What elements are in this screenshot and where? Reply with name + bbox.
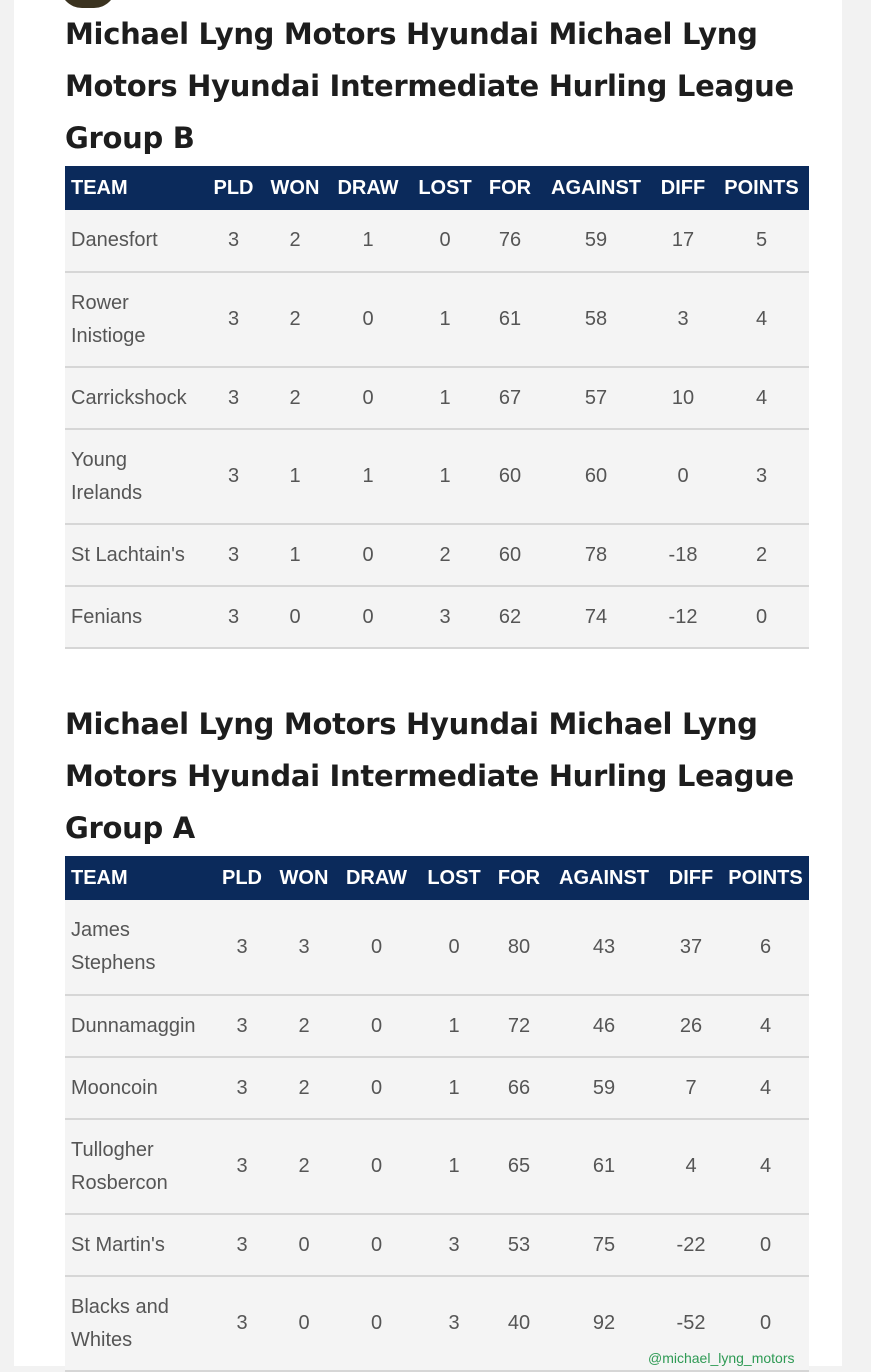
stat-cell: 3: [236, 935, 248, 958]
group-b-section: [65, 8, 809, 649]
table-row: [65, 367, 809, 429]
table-row: [65, 272, 809, 367]
column-header: AGAINST: [551, 176, 641, 199]
column-header: POINTS: [728, 866, 803, 889]
stat-cell: 3: [227, 465, 240, 487]
stat-cell: 3: [227, 308, 240, 330]
stat-cell: 0: [370, 1014, 383, 1037]
team-name: [65, 1214, 211, 1276]
stat-cell: 2: [755, 543, 768, 566]
standings-table-group-a: [65, 856, 809, 1372]
stat-cell: 53: [507, 1233, 531, 1256]
stat-cell: 6: [759, 935, 772, 958]
table-row: [65, 586, 809, 648]
table-row: [65, 524, 809, 586]
stat-cell: 61: [498, 308, 522, 330]
stat-cell: 0: [362, 308, 374, 330]
stat-cell: 1: [448, 1014, 460, 1037]
stat-cell: 0: [370, 1155, 383, 1177]
team-name: [65, 1276, 211, 1371]
logo-icon: [60, 0, 116, 8]
team-name-line: Stephens: [71, 952, 156, 974]
stat-cell: 1: [439, 465, 451, 487]
watermark: @michael_lyng_motors: [648, 1350, 795, 1366]
stat-cell: 60: [498, 543, 522, 566]
stat-cell: -22: [676, 1233, 706, 1256]
team-name: [65, 429, 203, 524]
stat-cell: -18: [668, 543, 698, 566]
stat-cell: 3: [677, 308, 689, 330]
stat-cell: 4: [755, 308, 768, 330]
team-name-line: Fenians: [71, 605, 143, 628]
stat-cell: 0: [370, 1312, 383, 1334]
team-name: [65, 995, 211, 1057]
stat-cell: 5: [755, 229, 768, 251]
team-name: [65, 272, 203, 367]
stat-cell: 43: [592, 935, 616, 958]
stat-cell: 2: [439, 543, 451, 566]
stat-cell: 2: [298, 1014, 310, 1037]
stat-cell: 17: [671, 229, 695, 251]
stat-cell: 4: [759, 1076, 772, 1099]
team-name-line: St Lachtain's: [71, 543, 185, 566]
stat-cell: 0: [370, 1076, 383, 1099]
stat-cell: 1: [362, 465, 374, 487]
stat-cell: -52: [676, 1312, 706, 1334]
column-header: WON: [270, 176, 320, 199]
team-name-line: Tullogher: [71, 1138, 154, 1161]
team-name: [65, 524, 203, 586]
column-header: AGAINST: [559, 866, 649, 889]
stat-cell: 3: [236, 1155, 248, 1177]
stat-cell: 62: [498, 605, 522, 628]
stat-cell: 3: [448, 1312, 460, 1334]
group-a-section: [65, 698, 809, 1372]
stat-cell: 80: [507, 935, 531, 958]
stat-cell: 0: [370, 935, 383, 958]
stat-cell: 1: [448, 1076, 460, 1099]
stat-cell: 3: [755, 465, 768, 487]
stat-cell: 75: [592, 1233, 616, 1256]
column-header: DIFF: [660, 176, 706, 199]
stat-cell: 74: [584, 605, 608, 628]
title-line: Michael Lyng Motors Hyundai Michael Lyng: [65, 17, 758, 51]
stat-cell: 0: [448, 935, 460, 958]
team-name-line: Dunnamaggin: [71, 1014, 196, 1037]
standings-table-group-b: [65, 166, 809, 649]
table-row: [65, 210, 809, 272]
table-row: [65, 429, 809, 524]
title-line: Group B: [65, 121, 195, 155]
stat-cell: 59: [584, 229, 608, 251]
team-name-line: Blacks and: [71, 1295, 169, 1318]
stat-cell: 3: [227, 386, 240, 409]
team-name: [65, 367, 203, 429]
stat-cell: 1: [289, 465, 301, 487]
table-header: [65, 166, 809, 210]
stat-cell: 1: [362, 229, 374, 251]
stat-cell: 1: [439, 386, 451, 409]
column-header: PLD: [213, 176, 254, 199]
stat-cell: 3: [227, 229, 240, 251]
column-header: FOR: [497, 866, 541, 889]
team-name-line: St Martin's: [71, 1233, 165, 1256]
stat-cell: 67: [498, 386, 522, 409]
stat-cell: 2: [289, 308, 301, 330]
stat-cell: 72: [507, 1014, 531, 1037]
stat-cell: 0: [362, 543, 374, 566]
column-header: WON: [279, 866, 329, 889]
stat-cell: 76: [498, 229, 522, 251]
stat-cell: 1: [448, 1155, 460, 1177]
team-name: [65, 1119, 211, 1214]
stat-cell: 0: [289, 605, 301, 628]
column-header: TEAM: [71, 866, 128, 889]
stat-cell: 40: [507, 1312, 531, 1334]
stat-cell: 4: [759, 1014, 772, 1037]
stat-cell: 3: [236, 1014, 248, 1037]
column-header: POINTS: [724, 176, 799, 199]
stat-cell: 26: [679, 1014, 703, 1037]
stat-cell: 59: [592, 1076, 616, 1099]
column-header: DRAW: [345, 866, 408, 889]
stat-cell: 65: [507, 1155, 531, 1177]
stat-cell: 3: [448, 1233, 460, 1256]
stat-cell: 58: [584, 308, 608, 330]
stat-cell: 61: [592, 1155, 616, 1177]
team-name-line: Irelands: [71, 481, 143, 504]
stat-cell: 3: [298, 935, 310, 958]
table-row: [65, 1057, 809, 1119]
table-row: [65, 900, 809, 995]
stat-cell: 4: [685, 1155, 697, 1177]
stat-cell: 0: [362, 386, 374, 409]
team-name: [65, 1057, 211, 1119]
stat-cell: 0: [677, 465, 689, 487]
column-header: TEAM: [71, 176, 128, 199]
stat-cell: 10: [671, 386, 695, 409]
stat-cell: 2: [289, 229, 301, 251]
stat-cell: 92: [592, 1312, 616, 1334]
column-header: PLD: [222, 866, 262, 889]
stat-cell: 3: [439, 605, 451, 628]
table-row: [65, 1214, 809, 1276]
table-row: [65, 1119, 809, 1214]
title-line: Motors Hyundai Intermediate Hurling League: [65, 69, 794, 103]
column-header: LOST: [427, 866, 481, 889]
team-name-line: Mooncoin: [71, 1076, 158, 1099]
team-name-line: Carrickshock: [71, 386, 187, 409]
team-name-line: Rower: [71, 291, 129, 314]
team-name: [65, 586, 203, 648]
column-header: FOR: [488, 176, 532, 199]
stat-cell: 66: [507, 1076, 531, 1099]
team-name-line: Inistioge: [71, 324, 146, 347]
stat-cell: 7: [685, 1076, 697, 1099]
stat-cell: 2: [298, 1155, 310, 1177]
stat-cell: 1: [439, 308, 451, 330]
team-name-line: James: [71, 919, 130, 941]
stat-cell: -12: [668, 605, 698, 628]
stat-cell: 4: [759, 1155, 772, 1177]
stat-cell: 78: [584, 543, 608, 566]
stat-cell: 0: [439, 229, 451, 251]
stat-cell: 3: [227, 605, 240, 628]
stat-cell: 60: [584, 465, 608, 487]
stat-cell: 1: [289, 543, 301, 566]
stat-cell: 0: [370, 1233, 383, 1256]
team-name-line: Whites: [71, 1328, 133, 1351]
stat-cell: 0: [759, 1312, 772, 1334]
team-name-line: Young: [71, 448, 127, 471]
page-canvas: [14, 0, 842, 1366]
stat-cell: 0: [759, 1233, 772, 1256]
stat-cell: 3: [236, 1233, 248, 1256]
stat-cell: 46: [592, 1014, 616, 1037]
group-a-title: [65, 698, 809, 854]
team-name-line: Danesfort: [71, 229, 158, 251]
stat-cell: 57: [584, 386, 608, 409]
stat-cell: 0: [298, 1312, 310, 1334]
team-name: [65, 900, 211, 995]
stat-cell: 3: [236, 1076, 248, 1099]
team-name: [65, 210, 203, 272]
stat-cell: 3: [236, 1312, 248, 1334]
stat-cell: 37: [679, 935, 703, 958]
stat-cell: 0: [362, 605, 374, 628]
stat-cell: 0: [755, 605, 768, 628]
stat-cell: 2: [298, 1076, 310, 1099]
team-name-line: Rosbercon: [71, 1171, 168, 1194]
table-row: [65, 995, 809, 1057]
stat-cell: 2: [289, 386, 301, 409]
title-line: Michael Lyng Motors Hyundai Michael Lyng: [65, 707, 758, 741]
title-line: Motors Hyundai Intermediate Hurling League: [65, 759, 794, 793]
stat-cell: 0: [298, 1233, 310, 1256]
title-line: Group A: [65, 811, 195, 845]
group-b-title: [65, 8, 809, 164]
table-header: [65, 856, 809, 900]
column-header: DIFF: [668, 866, 714, 889]
stat-cell: 60: [498, 465, 522, 487]
column-header: LOST: [418, 176, 472, 199]
stat-cell: 3: [227, 543, 240, 566]
stat-cell: 4: [755, 386, 768, 409]
column-header: DRAW: [337, 176, 399, 199]
